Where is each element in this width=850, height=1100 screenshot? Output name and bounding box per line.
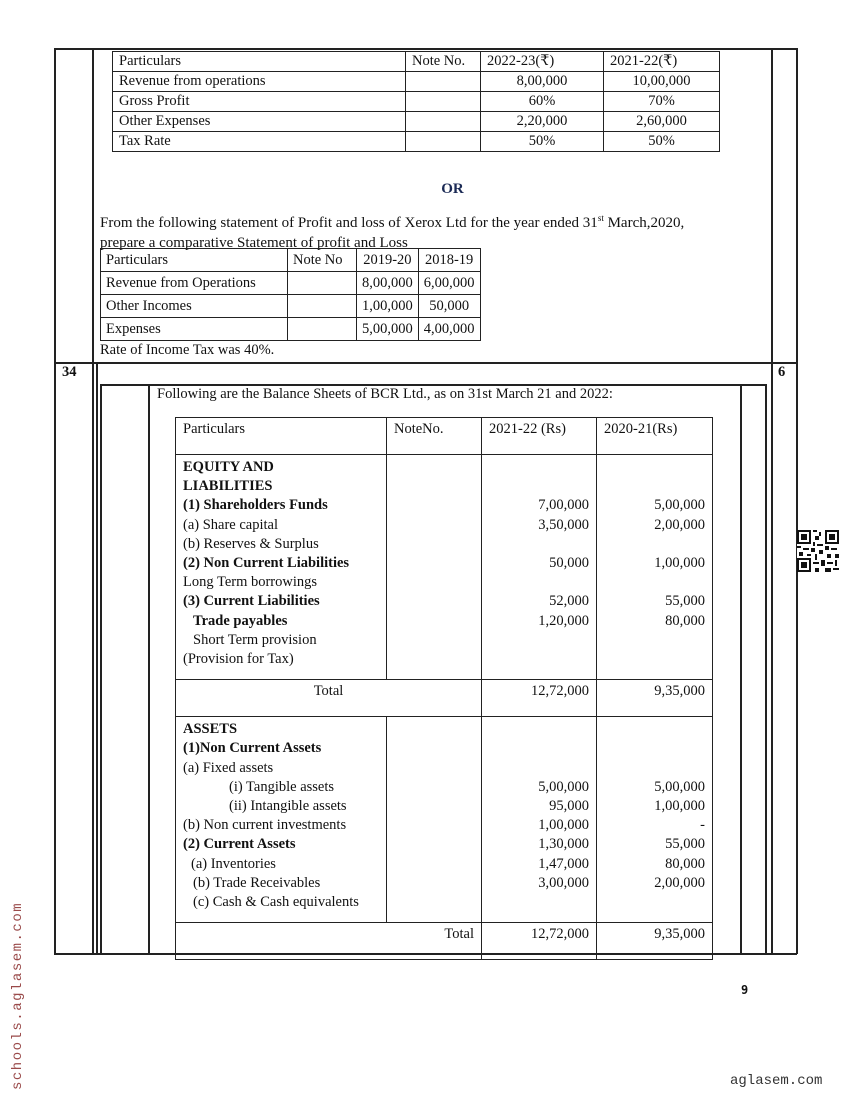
table-row: Expenses 5,00,000 4,00,000 [101, 318, 481, 341]
question-number: 34 [62, 364, 77, 380]
q34-intro-text: Following are the Balance Sheets of BCR Ltd., as on 31st March 21 and 2022: [157, 386, 613, 402]
row-divider-q34 [54, 362, 797, 364]
side-watermark: schools.aglasem.com [10, 901, 26, 1090]
table-header-row: Particulars Note No. 2022-23(₹) 2021-22(₹) [113, 52, 720, 72]
bottom-watermark: aglasem.com [730, 1073, 823, 1089]
inner-box-col2 [740, 384, 742, 954]
xerox-pl-table [100, 248, 481, 341]
page-number: 9 [741, 983, 749, 997]
table-row: Gross Profit 60% 70% [113, 92, 720, 112]
qr-code-icon [797, 530, 839, 572]
table-row: Revenue from operations 8,00,000 10,00,000 [113, 72, 720, 92]
table-row: Tax Rate 50% 50% [113, 132, 720, 152]
q33-data-table [112, 51, 720, 152]
inner-box-right [765, 384, 767, 954]
page-frame-top [54, 48, 797, 50]
tax-rate-note: Rate of Income Tax was 40%. [100, 342, 275, 358]
question-marks: 6 [778, 364, 786, 380]
alternative-question-text: From the following statement of Profit and loss of Xerox Ltd for the year ended 31st March,2020, prepare a comparative Statement of profit and Loss [100, 213, 685, 251]
table-row: Other Expenses 2,20,000 2,60,000 [113, 112, 720, 132]
liabilities-section: EQUITY AND LIABILITIES (1) Shareholders Funds (a) Share capital (b) Reserves & Surplus (2) Non Current Liabilities Long Term borrowings (3) Current Liabilities Trade payables Short Term provision (Provision for Tax) 7,00,000 3,50,000 50,000 52,000 1,20,000 5,00,000 2,00,000 1,00,000 55,000 80,000 [176, 455, 713, 680]
assets-total-row: Total 12,72,000 9,35,000 [176, 923, 713, 960]
inner-box-left [100, 384, 102, 954]
inner-box-left-double [96, 364, 98, 954]
table-row: Revenue from Operations 8,00,000 6,00,000 [101, 272, 481, 295]
table-header-row: Particulars NoteNo. 2021-22 (Rs) 2020-21(Rs) [176, 418, 713, 455]
balance-sheet-table [175, 417, 713, 960]
assets-section: ASSETS (1)Non Current Assets (a) Fixed assets (i) Tangible assets (ii) Intangible assets (b) Non current investments (2) Current Assets (a) Inventories (b) Trade Receivables (c) Cash & Cash equivalents 5,00,000 95,000 1,00,000 1,30,000 1,47,000 3,00,000 5,00,000 1,00,000 - 55,000 80,000 2,00,000 [176, 717, 713, 923]
inner-box-col1 [148, 384, 150, 954]
table-row: Other Incomes 1,00,000 50,000 [101, 295, 481, 318]
or-separator: OR [441, 181, 464, 197]
table-header-row: Particulars Note No 2019-20 2018-19 [101, 249, 481, 272]
liabilities-total-row: Total 12,72,000 9,35,000 [176, 680, 713, 717]
